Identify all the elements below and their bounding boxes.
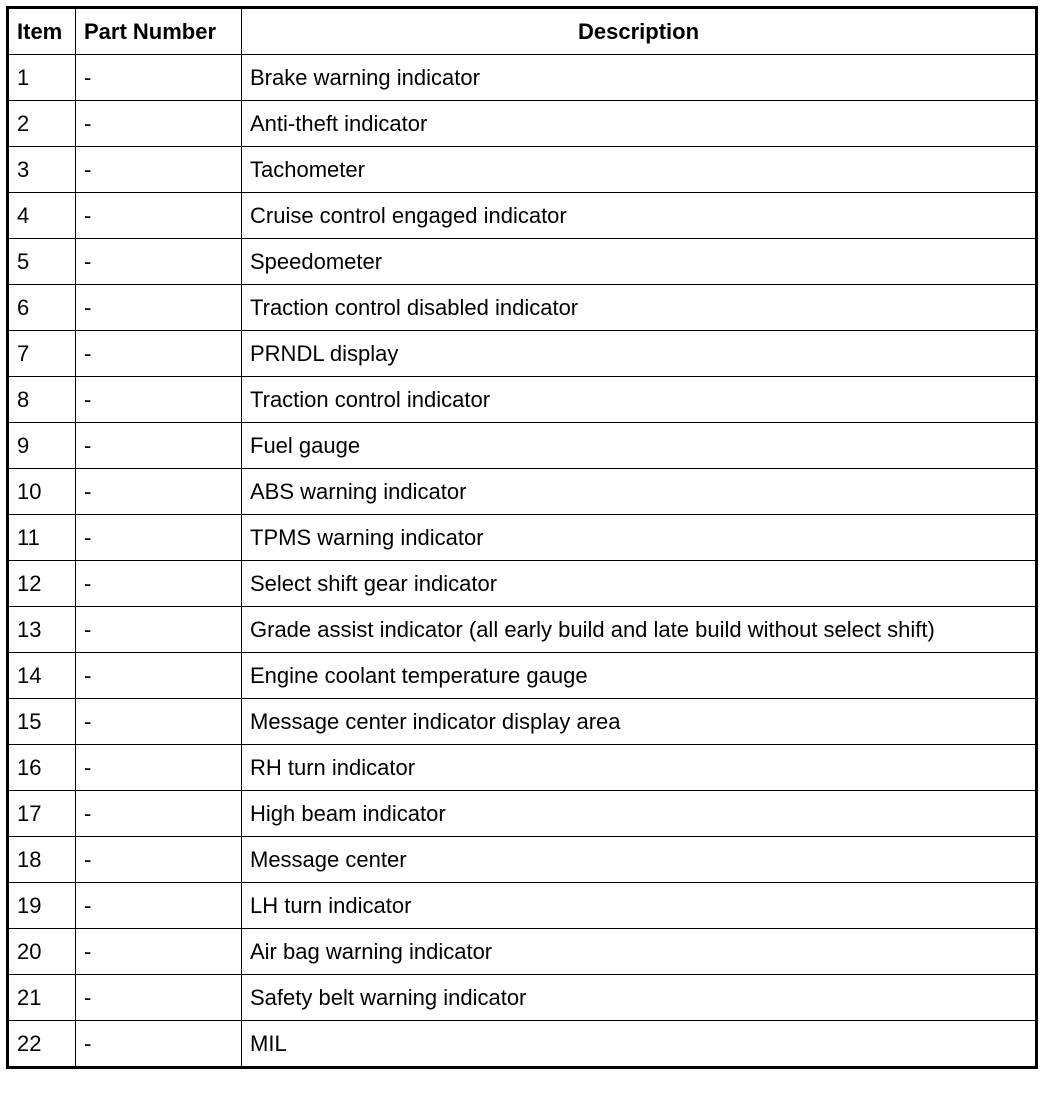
table-row [8, 561, 1037, 607]
table-row [8, 883, 1037, 929]
item-cell: 3 [8, 147, 76, 193]
item-cell: 18 [8, 837, 76, 883]
part-number-cell: - [76, 699, 242, 745]
part-number-cell: - [76, 469, 242, 515]
description-cell: Cruise control engaged indicator [242, 193, 1037, 239]
table-row [8, 239, 1037, 285]
part-number-cell: - [76, 515, 242, 561]
part-number-cell: - [76, 791, 242, 837]
table-row [8, 745, 1037, 791]
table-row [8, 837, 1037, 883]
item-cell: 14 [8, 653, 76, 699]
table-row [8, 55, 1037, 101]
description-cell: LH turn indicator [242, 883, 1037, 929]
item-cell: 11 [8, 515, 76, 561]
item-cell: 10 [8, 469, 76, 515]
item-cell: 7 [8, 331, 76, 377]
table-row [8, 469, 1037, 515]
description-cell: Speedometer [242, 239, 1037, 285]
description-cell: Safety belt warning indicator [242, 975, 1037, 1021]
description-cell: TPMS warning indicator [242, 515, 1037, 561]
table-row [8, 607, 1037, 653]
item-cell: 9 [8, 423, 76, 469]
parts-table-container [6, 6, 1035, 1069]
part-number-cell: - [76, 975, 242, 1021]
description-cell: Fuel gauge [242, 423, 1037, 469]
part-number-cell: - [76, 423, 242, 469]
part-number-cell: - [76, 239, 242, 285]
table-row [8, 653, 1037, 699]
table-body [8, 55, 1037, 1068]
item-cell: 6 [8, 285, 76, 331]
item-cell: 12 [8, 561, 76, 607]
header-part-number: Part Number [76, 8, 242, 55]
item-cell: 15 [8, 699, 76, 745]
part-number-cell: - [76, 285, 242, 331]
description-cell: Air bag warning indicator [242, 929, 1037, 975]
table-row [8, 515, 1037, 561]
item-cell: 5 [8, 239, 76, 285]
part-number-cell: - [76, 193, 242, 239]
description-cell: MIL [242, 1021, 1037, 1068]
item-cell: 22 [8, 1021, 76, 1068]
table-row [8, 193, 1037, 239]
part-number-cell: - [76, 147, 242, 193]
table-row [8, 285, 1037, 331]
item-cell: 13 [8, 607, 76, 653]
item-cell: 1 [8, 55, 76, 101]
item-cell: 21 [8, 975, 76, 1021]
item-cell: 4 [8, 193, 76, 239]
table-row [8, 331, 1037, 377]
description-cell: Engine coolant temperature gauge [242, 653, 1037, 699]
parts-table [6, 6, 1038, 1069]
description-cell: High beam indicator [242, 791, 1037, 837]
part-number-cell: - [76, 561, 242, 607]
description-cell: Tachometer [242, 147, 1037, 193]
table-row [8, 975, 1037, 1021]
item-cell: 20 [8, 929, 76, 975]
description-cell: Anti-theft indicator [242, 101, 1037, 147]
description-cell: Message center indicator display area [242, 699, 1037, 745]
part-number-cell: - [76, 1021, 242, 1068]
table-row [8, 929, 1037, 975]
description-cell: ABS warning indicator [242, 469, 1037, 515]
table-row [8, 377, 1037, 423]
part-number-cell: - [76, 837, 242, 883]
description-cell: Brake warning indicator [242, 55, 1037, 101]
table-row [8, 791, 1037, 837]
table-row [8, 147, 1037, 193]
header-description: Description [242, 8, 1037, 55]
part-number-cell: - [76, 101, 242, 147]
item-cell: 8 [8, 377, 76, 423]
part-number-cell: - [76, 607, 242, 653]
description-cell: PRNDL display [242, 331, 1037, 377]
description-cell: Select shift gear indicator [242, 561, 1037, 607]
part-number-cell: - [76, 929, 242, 975]
description-cell: Traction control disabled indicator [242, 285, 1037, 331]
item-cell: 17 [8, 791, 76, 837]
description-cell: Message center [242, 837, 1037, 883]
part-number-cell: - [76, 745, 242, 791]
item-cell: 16 [8, 745, 76, 791]
part-number-cell: - [76, 55, 242, 101]
part-number-cell: - [76, 653, 242, 699]
table-row [8, 101, 1037, 147]
item-cell: 2 [8, 101, 76, 147]
item-cell: 19 [8, 883, 76, 929]
header-row [8, 8, 1037, 55]
description-cell: Traction control indicator [242, 377, 1037, 423]
part-number-cell: - [76, 883, 242, 929]
part-number-cell: - [76, 331, 242, 377]
description-cell: Grade assist indicator (all early build and late build without select shift) [242, 607, 1037, 653]
table-row [8, 1021, 1037, 1068]
table-row [8, 423, 1037, 469]
part-number-cell: - [76, 377, 242, 423]
table-row [8, 699, 1037, 745]
table-header [8, 8, 1037, 55]
header-item: Item [8, 8, 76, 55]
description-cell: RH turn indicator [242, 745, 1037, 791]
